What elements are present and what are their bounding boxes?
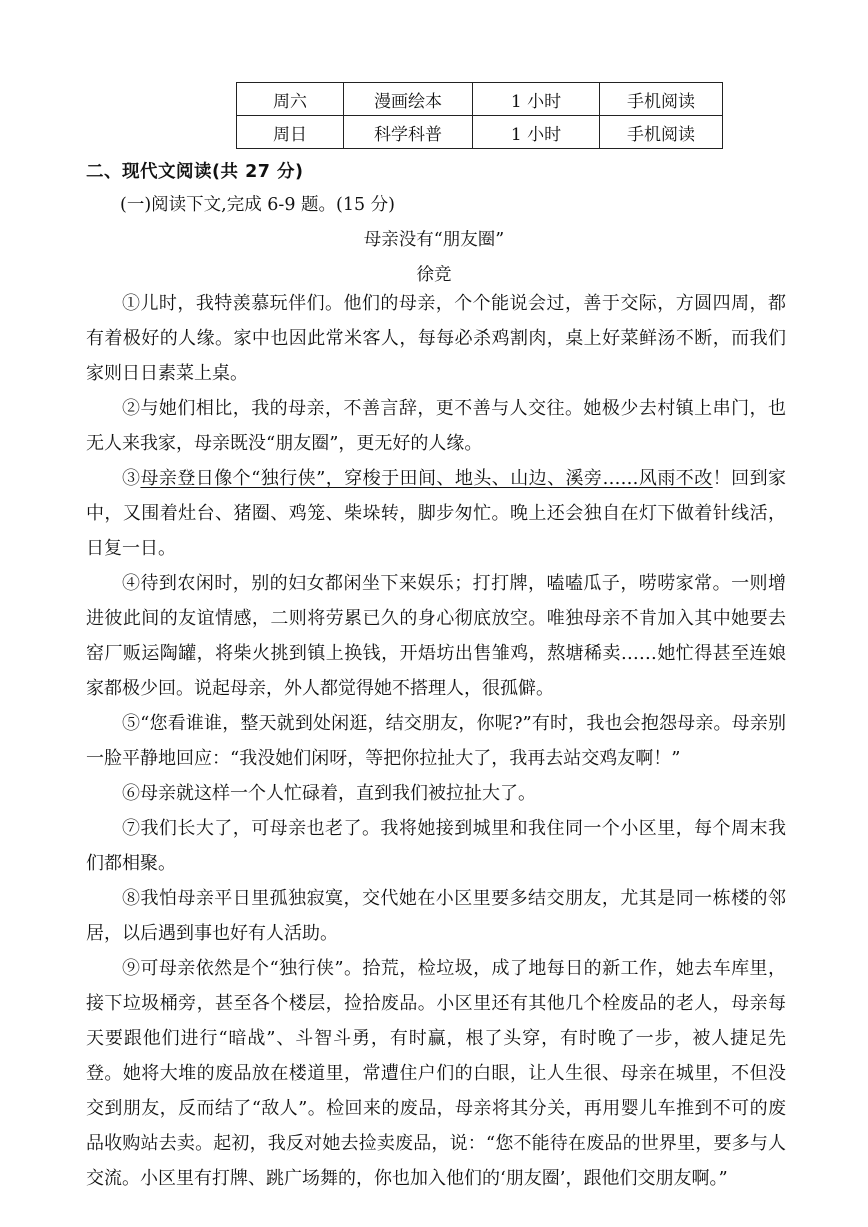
paragraph-3-rest: ！回到家中，又围着灶台、猪圈、鸡笼、柴垛转，脚步匆忙。晚上还会独自在灯下做着针线活，日复一日。 xyxy=(86,468,787,559)
paragraph-number: ③ xyxy=(122,468,141,489)
table-cell-category: 漫画绘本 xyxy=(344,83,473,116)
article-author: 徐竞 xyxy=(416,265,452,285)
table-row xyxy=(237,83,723,116)
paragraph-7: ⑦我们长大了，可母亲也老了。我将她接到城里和我住同一个小区里，每个周末我们都相聚。 xyxy=(86,818,786,874)
table-cell-method: 手机阅读 xyxy=(600,83,723,116)
table-cell-duration: 1 小时 xyxy=(473,116,600,149)
table-cell-method: 手机阅读 xyxy=(600,116,723,149)
question-instruction: (一)阅读下文,完成 6-9 题。(15 分) xyxy=(120,195,396,215)
reading-schedule-table xyxy=(236,82,723,149)
article-body xyxy=(86,286,786,1196)
paragraph-4: ④待到农闲时，别的妇女都闲坐下来娱乐；打打牌，嗑嗑瓜子，唠唠家常。一则增进彼此间的友谊情感，二则将劳累已久的身心彻底放空。唯独母亲不肯加入其中她要去窑厂贩运陶罐，将柴火挑到镇上换钱，开焐坊出售雏鸡，熬塘稀卖……她忙得甚至连娘家都极少回。说起母亲，外人都觉得她不搭理人，很孤僻。 xyxy=(86,573,786,699)
paragraph-6: ⑥母亲就这样一个人忙碌着，直到我们被拉扯大了。 xyxy=(122,783,536,804)
underlined-sentence: 母亲登日像个“独行侠”，穿梭于田间、地头、山边、溪旁……风雨不改 xyxy=(140,468,713,489)
paragraph-9: ⑨可母亲依然是个“独行侠”。拾荒，检垃圾，成了地每日的新工作，她去车库里，接下垃圾桶旁，甚至各个楼层，捡拾废品。小区里还有其他几个栓废品的老人，母亲每天要跟他们进行“暗战”、斗智斗勇，有时赢，根了头穿，有时晚了一步，被人捷足先登。她将大堆的废品放在楼道里，常遭住户们的白眼，让人生很、母亲在城里，不但没交到朋友，反而结了“敌人”。检回来的废品，母亲将其分关，再用婴儿车推到不可的废品收购站去卖。起初，我反对她去捡卖废品，说：“您不能待在废品的世界里，要多与人交流。小区里有打牌、跳广场舞的，你也加入他们的‘朋友圈’，跟他们交朋友啊。” xyxy=(86,958,786,1189)
table-cell-day: 周日 xyxy=(237,116,344,149)
table-cell-category: 科学科普 xyxy=(344,116,473,149)
table-cell-duration: 1 小时 xyxy=(473,83,600,116)
article-title: 母亲没有“朋友圈” xyxy=(363,230,505,250)
paragraph-5: ⑤“您看谁谁，整天就到处闲逛，结交朋友，你呢?”有时，我也会抱怨母亲。母亲别一脸平静地回应：“我没她们闲呀，等把你拉扯大了，我再去站交鸡友啊！” xyxy=(86,713,786,769)
table-cell-day: 周六 xyxy=(237,83,344,116)
paragraph-3 xyxy=(86,461,786,566)
table-row xyxy=(237,116,723,149)
paragraph-2: ②与她们相比，我的母亲，不善言辞，更不善与人交往。她极少去村镇上串门，也无人来我家，母亲既没“朋友圈”，更无好的人缘。 xyxy=(86,398,786,454)
reading-schedule-table-fragment xyxy=(236,82,723,149)
section-heading: 二、现代文阅读(共 27 分) xyxy=(86,162,304,182)
paragraph-1: ①儿时，我特羡慕玩伴们。他们的母亲，个个能说会过，善于交际，方圆四周，都有着极好的人缘。家中也因此常米客人，每每必杀鸡割肉，桌上好菜鲜汤不断，而我们家则日日素菜上桌。 xyxy=(86,293,786,384)
paragraph-8: ⑧我怕母亲平日里孤独寂寞，交代她在小区里要多结交朋友，尤其是同一栋楼的邻居，以后遇到事也好有人活助。 xyxy=(86,888,786,944)
